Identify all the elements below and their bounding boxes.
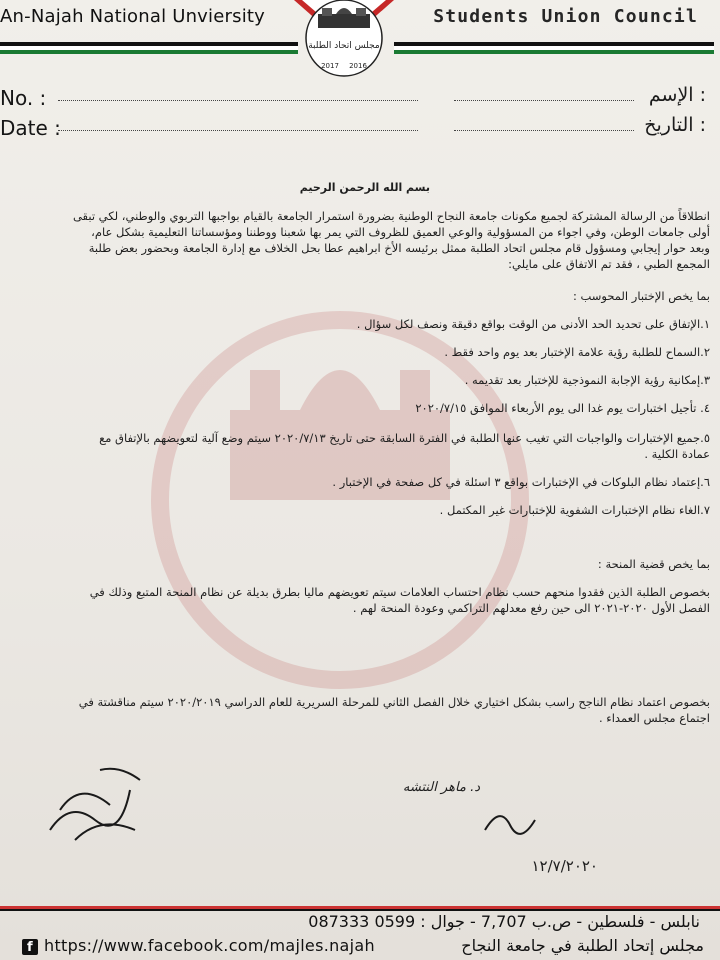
flag-stripe-left bbox=[0, 42, 298, 46]
date-ar-dotted-line bbox=[454, 130, 634, 131]
list-item: ٢.السماح للطلبة رؤية علامة الإختبار بعد يوم واحد فقط . bbox=[444, 345, 710, 359]
list-item-continuation: عمادة الكلية . bbox=[644, 447, 710, 461]
list-item: ١.الإتفاق على تحديد الحد الأدنى من الوقت بواقع دقيقة ونصف لكل سؤال . bbox=[356, 317, 710, 331]
intro-line-1: انطلاقاً من الرسالة المشتركة لجميع مكونات جامعة النجاح الوطنية بضرورة استمرار الجامعة بالقيام بواجبها التربوي والوطني، لكي تبقى bbox=[72, 209, 710, 223]
signature-date: ١٢/٧/٢٠٢٠ bbox=[531, 857, 598, 875]
intro-line-2: أولى جامعات الوطن، وفي اجواء من المسؤولية والوعي العميق للظروف التي يمر بها شعبنا ووطننا ومؤسساتنا التعليمية بشكل عام، bbox=[91, 225, 710, 239]
intro-line-4: المجمع الطبي ، فقد تم الاتفاق على مايلي: bbox=[508, 257, 710, 271]
right-signature-mark bbox=[480, 800, 540, 840]
scholarship-line-2: الفصل الأول ٢٠٢٠-٢٠٢١ الى حين رفع معدلهم التراكمي وعودة المنحة لهم . bbox=[352, 601, 710, 615]
number-dotted-line bbox=[58, 100, 418, 101]
left-signature bbox=[40, 760, 160, 850]
footer-union-name: مجلس إتحاد الطلبة في جامعة النجاح bbox=[461, 936, 704, 955]
council-name: Students Union Council bbox=[433, 6, 698, 27]
list-item: ٧.الغاء نظام الإختبارات الشفوية للإختبارات غير المكتمل . bbox=[439, 503, 710, 517]
section-scholarship-title: بما يخص قضية المنحة : bbox=[597, 557, 710, 571]
logo-year-end: 2016 bbox=[349, 62, 367, 70]
list-item: ٣.إمكانية رؤية الإجابة النموذجية للإختبار بعد تقديمه . bbox=[464, 373, 710, 387]
union-logo bbox=[292, 0, 396, 78]
date-row bbox=[0, 116, 720, 144]
right-signature-name: د. ماهر النتشه bbox=[402, 780, 480, 795]
list-item: ٥.جميع الإختبارات والواجبات التي تغيب عنها الطلبة في الفترة السابقة حتى تاريخ ٢٠٢٠/٧/١٣ سيتم وضع آلية لتعويضهم بالإتفاق مع bbox=[99, 431, 710, 445]
name-dotted-line bbox=[454, 100, 634, 101]
pass-fail-line-1: بخصوص اعتماد نظام الناجح راسب بشكل اختياري خلال الفصل الثاني للمرحلة السريرية للعام الدراسي ٢٠٢٠/٢٠١٩ سيتم مناقشتة في bbox=[78, 695, 710, 709]
footer-black-line bbox=[0, 909, 720, 911]
university-name: An-Najah National Unviersity bbox=[0, 6, 266, 27]
name-label: : الإسم bbox=[648, 84, 706, 106]
date-dotted-line bbox=[58, 130, 418, 131]
basmala: بسم الله الرحمن الرحيم bbox=[299, 181, 430, 194]
date-label-ar: : التاريخ bbox=[644, 114, 706, 136]
facebook-url[interactable]: https://www.facebook.com/majles.najah bbox=[44, 936, 375, 955]
list-item: ٦.إعتماد نظام البلوكات في الإختبارات بواقع ٣ اسئلة في كل صفحة في الإختبار . bbox=[332, 475, 710, 489]
number-row bbox=[0, 86, 720, 114]
section-computer-exam-title: بما يخص الإختبار المحوسب : bbox=[572, 289, 710, 303]
footer-address: نابلس - فلسطين - ص.ب 7,707 - جوال : 0599 087333 bbox=[308, 912, 700, 931]
flag-stripe-right bbox=[394, 42, 714, 46]
logo-arabic-text: مجلس اتحاد الطلبة bbox=[308, 41, 380, 51]
logo-year-start: 2017 bbox=[321, 62, 339, 70]
facebook-icon: f bbox=[22, 939, 38, 955]
number-label: No. : bbox=[0, 86, 47, 110]
date-label: Date : bbox=[0, 116, 61, 140]
pass-fail-line-2: اجتماع مجلس العمداء . bbox=[599, 711, 710, 725]
list-item: ٤. تأجيل اختبارات يوم غدا الى يوم الأربعاء الموافق ٢٠٢٠/٧/١٥ bbox=[415, 401, 710, 415]
footer-facebook[interactable] bbox=[22, 936, 375, 955]
intro-line-3: وبعد حوار إيجابي ومسؤول قام مجلس اتحاد الطلبة ممثل برئيسه الأخ ابراهيم عطا بحل الخلاف مع إدارة الجامعة وبحضور بعض طلبة bbox=[88, 241, 710, 255]
scholarship-line-1: بخصوص الطلبة الذين فقدوا منحهم حسب نظام احتساب العلامات سيتم تعويضهم ماليا بطرق بديلة عن نظام المنحة المتبع وذلك في bbox=[89, 585, 710, 599]
